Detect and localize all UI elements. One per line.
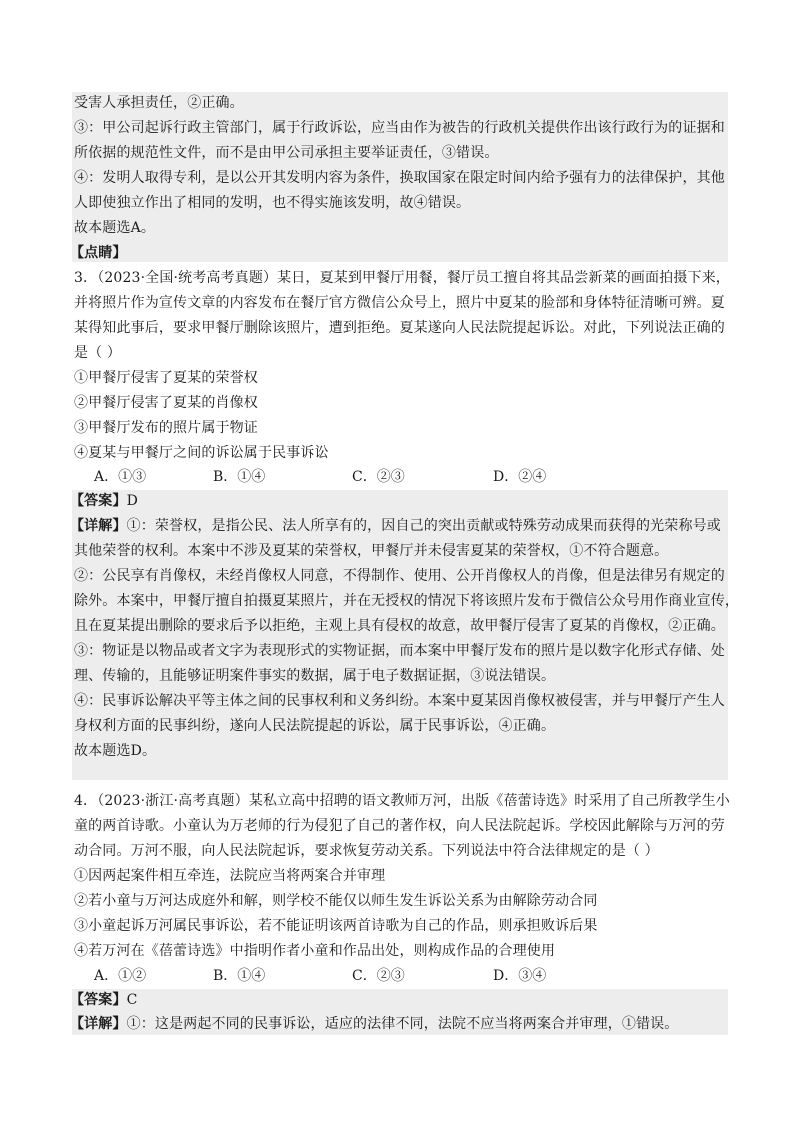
q3-item: ①甲餐厅侵害了夏某的荣誉权 — [74, 370, 258, 386]
q3-detail-line — [70, 516, 730, 536]
prev-explanation-line: ④：发明人取得专利，是以公开其发明内容为条件，换取国家在限定时间内给予强有力的法律保护，其他 — [74, 170, 725, 186]
q4-stem-line: 动合同。万河不服，向人民法院起诉，要求恢复劳动关系。下列说法中符合法律规定的是（ ） — [74, 843, 659, 859]
answer-value: D — [126, 493, 138, 509]
q3-detail-line: 理、传输的，且能够证明案件事实的数据，属于电子数据证据，③说法错误。 — [74, 668, 556, 684]
answer-label: 【答案】 — [70, 992, 127, 1008]
prev-explanation-line: 人即使独立作出了相同的发明，也不得实施该发明，故④错误。 — [74, 195, 471, 211]
q4-stem-line: 4．（2023·浙江·高考真题）某私立高中招聘的语文教师万河，出版《蓓蕾诗选》时采用了自己所教学生小 — [74, 793, 730, 809]
prev-explanation-line: 故本题选A。 — [74, 220, 156, 236]
detail-text: ①：荣誉权，是指公民、法人所享有的，因自己的突出贡献或特殊劳动成果而获得的光荣称号或 — [126, 518, 721, 534]
q3-item: ④夏某与甲餐厅之间的诉讼属于民事诉讼 — [74, 445, 329, 461]
q4-item: ④若万河在《蓓蕾诗选》中指明作者小童和作品出处，则构成作品的合理使用 — [74, 943, 556, 959]
q3-option-b: B．①④ — [213, 469, 266, 485]
q3-detail-line: 身权利方面的民事纠纷，遂向人民法院提起的诉讼，属于民事诉讼，④正确。 — [74, 718, 556, 734]
detail-label: 【详解】 — [70, 518, 127, 534]
answer-value: C — [126, 992, 138, 1008]
q3-detail-line: ③：物证是以物品或者文字为表现形式的实物证据，而本案中甲餐厅发布的照片是以数字化形式存储、处 — [74, 643, 725, 659]
q3-stem-line: 并将照片作为宣传文章的内容发布在餐厅官方微信公众号上，照片中夏某的脸部和身体特征清晰可辨。夏 — [74, 295, 725, 311]
q3-detail-line: 其他荣誉的权利。本案中不涉及夏某的荣誉权，甲餐厅并未侵害夏某的荣誉权，①不符合题意。 — [74, 543, 669, 559]
q3-answer — [70, 491, 730, 511]
q4-option-d: D．③④ — [493, 968, 547, 984]
q4-option-c: C．②③ — [352, 968, 405, 984]
q3-option-a: A．①③ — [94, 469, 147, 485]
q4-item: ③小童起诉万河属民事诉讼，若不能证明该两首诗歌为自己的作品，则承担败诉后果 — [74, 918, 598, 934]
q3-stem-line: 某得知此事后，要求甲餐厅删除该照片，遭到拒绝。夏某遂向人民法院提起诉讼。对此，下列说法正确的 — [74, 320, 725, 336]
q3-option-d: D．②④ — [493, 469, 547, 485]
q3-detail-line: 故本题选D。 — [74, 743, 157, 759]
q3-detail-line: 且在夏某提出删除的要求后予以拒绝，主观上具有侵权的故意，故甲餐厅侵害了夏某的肖像权，②正确。 — [74, 618, 725, 634]
q3-detail-line: 除外。本案中，甲餐厅擅自拍摄夏某照片，并在无授权的情况下将该照片发布于微信公众号用作商业宣传， — [74, 593, 740, 609]
q3-stem-line: 是（ ） — [74, 345, 122, 361]
q3-option-c: C．②③ — [352, 469, 405, 485]
q3-item: ②甲餐厅侵害了夏某的肖像权 — [74, 395, 258, 411]
q3-stem-line: 3．（2023·全国·统考高考真题）某日，夏某到甲餐厅用餐，餐厅员工擅自将其品尝新菜的画面拍摄下来， — [74, 270, 730, 286]
prev-explanation-line: 受害人承担责任，②正确。 — [74, 95, 244, 111]
detail-text: ①：这是两起不同的民事诉讼，适应的法律不同，法院不应当将两案合并审理，①错误。 — [126, 1016, 679, 1032]
prev-explanation-line: 所依据的规范性文件，而不是由甲公司承担主要举证责任，③错误。 — [74, 145, 499, 161]
detail-label: 【详解】 — [70, 1016, 127, 1032]
answer-label: 【答案】 — [70, 493, 127, 509]
q3-detail-line: ④：民事诉讼解决平等主体之间的民事权利和义务纠纷。本案中夏某因肖像权被侵害，并与甲餐厅产生人 — [74, 693, 725, 709]
q4-option-a: A．①② — [94, 968, 147, 984]
q4-answer — [70, 990, 730, 1010]
prev-tip-label: 【点睛】 — [70, 245, 127, 261]
q3-detail-line: ②：公民享有肖像权，未经肖像权人同意，不得制作、使用、公开肖像权人的肖像，但是法律另有规定的 — [74, 568, 725, 584]
prev-explanation-line: ③：甲公司起诉行政主管部门，属于行政诉讼，应当由作为被告的行政机关提供作出该行政行为的证据和 — [74, 120, 725, 136]
q4-detail-line — [70, 1014, 730, 1034]
q4-item: ①因两起案件相互牵连，法院应当将两案合并审理 — [74, 868, 386, 884]
q3-item: ③甲餐厅发布的照片属于物证 — [74, 420, 258, 436]
q4-item: ②若小童与万河达成庭外和解，则学校不能仅以师生发生诉讼关系为由解除劳动合同 — [74, 893, 598, 909]
q4-option-b: B．①④ — [213, 968, 266, 984]
q4-stem-line: 童的两首诗歌。小童认为万老师的行为侵犯了自己的著作权，向人民法院起诉。学校因此解除与万河的劳 — [74, 818, 725, 834]
